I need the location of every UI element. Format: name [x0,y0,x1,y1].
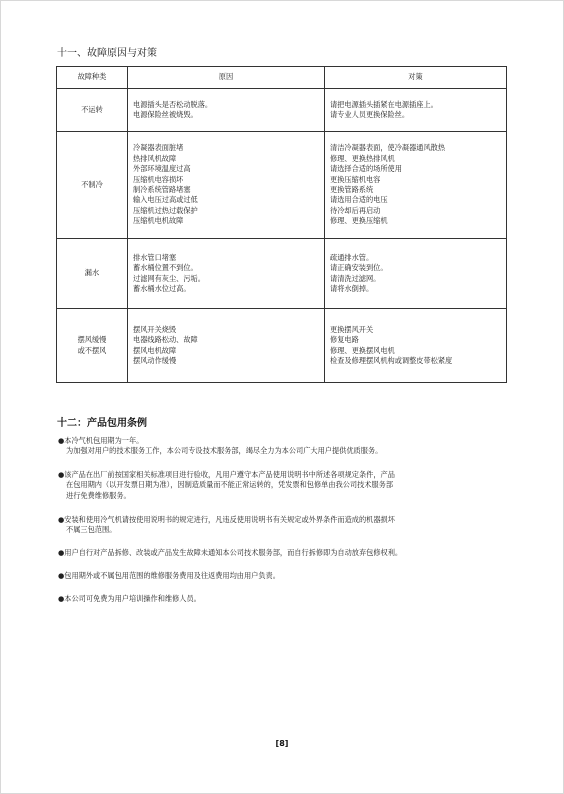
remedy-line: 请专业人员更换保险丝。 [330,110,410,119]
cause-cell [128,309,325,383]
fault-type-cell [57,309,128,383]
remedy-line: 修理、更换摆风电机 [330,345,395,355]
remedy-line: 请正确安装到位。 [330,263,388,273]
fault-table-header [57,67,507,89]
cause-line: 压缩机电容损坏 [133,174,184,184]
cause-line: 排水管口堵塞 [133,252,177,262]
cause-line: 压缩机过热过载保护 [133,205,198,215]
cause-cell [128,239,325,309]
warranty-clause [58,436,382,457]
remedy-line: 清洁冷凝器表面，使冷凝器通风散热 [330,143,446,153]
clause-line: ●本冷气机包用期为一年。 [58,436,144,445]
table-row [57,89,507,132]
clause-line: ●包用期外或不属包用范围的维修服务费用及往返费用均由用户负责。 [58,571,280,580]
fault-type: 不运转 [81,104,103,114]
clause-line: ●该产品在出厂前按国家相关标准项目进行验收，凡用户遵守本产品使用说明书中所述各项规定条件，产品 [58,470,395,479]
remedy-line: 请清洗过滤网。 [330,273,381,283]
remedy-line: 请选用合适的电压 [330,195,388,205]
cause-line: 电源插头是否松动脱落。 [133,99,213,109]
cause-line: 摆风电机故障 [133,345,177,355]
remedy-cell [325,309,507,383]
fault-type: 漏水 [84,268,100,278]
fault-table [56,66,507,383]
section-title-warranty: 十二：产品包用条例 [57,418,147,429]
fault-type: 摆风缓慢 [77,335,107,345]
fault-type: 不制冷 [81,179,103,189]
warranty-clause [58,571,280,581]
cause-line: 压缩机电机故障 [133,216,184,226]
page-number: [8] [275,739,289,748]
remedy-cell [325,132,507,239]
remedy-line: 请选择合适的场所使用 [330,164,402,174]
cause-line: 电源保险丝被烧毁。 [133,110,198,119]
cause-line: 外部环境温度过高 [133,164,191,174]
table-row [57,309,507,383]
cause-line: 电器线路松动、故障 [133,335,198,345]
remedy-cell [325,89,507,132]
remedy-line: 修理、更换压缩机 [330,216,388,226]
clause-line: 为加强对用户的技术服务工作，本公司专设技术服务部，竭尽全力为本公司广大用户提供优质服务。 [66,446,383,456]
clause-line: 不属三包范围。 [66,525,117,535]
table-row [57,132,507,239]
cause-line: 热排风机故障 [133,153,177,163]
header-cause: 原因 [128,67,325,89]
warranty-clause [58,515,395,536]
warranty-clause [58,548,402,558]
fault-type: 或不摆风 [77,345,107,355]
warranty-clause [58,594,201,604]
remedy-line: 检查及修理摆风机构或调整皮带松紧度 [330,355,453,365]
fault-type-cell [57,89,128,132]
header-remedy: 对策 [325,67,507,89]
cause-cell [128,132,325,239]
cause-line: 摆风开关烧毁 [133,324,177,334]
remedy-line: 请将水倒掉。 [330,283,374,293]
fault-type-cell [57,132,128,239]
section-title-faults: 十一、故障原因与对策 [57,48,157,59]
remedy-line: 请把电源插头插紧在电源插座上。 [330,99,438,109]
cause-line: 蓄水桶位置不到位。 [133,263,198,273]
remedy-cell [325,239,507,309]
cause-line: 蓄水桶水位过高。 [133,283,191,293]
cause-line: 输入电压过高或过低 [133,195,198,205]
remedy-line: 修理、更换热排风机 [330,153,395,163]
cause-line: 过滤网有灰尘、污垢。 [133,273,205,283]
cause-cell [128,89,325,132]
clause-line: 在包用期内（以开发票日期为准），因制造质量而不能正常运转的，凭发票和包修单由我公司技术服务部 [66,480,394,490]
fault-type-cell [57,239,128,309]
table-row [57,239,507,309]
clause-line: ●用户自行对产品拆修、改装或产品发生故障未通知本公司技术服务部，而自行拆修即为自动放弃包修权利。 [58,548,403,557]
clause-line: 进行免费维修服务。 [66,490,131,500]
remedy-line: 修复电路 [330,335,359,345]
clause-line: ●本公司可免费为用户培训操作和维修人员。 [58,594,201,603]
remedy-line: 疏通排水管。 [330,252,374,262]
remedy-line: 更换摆风开关 [330,324,374,334]
cause-line: 摆风动作缓慢 [133,355,177,365]
cause-line: 冷凝器表面脏堵 [133,143,184,153]
remedy-line: 更换管路系统 [330,185,374,194]
header-fault-type: 故障种类 [57,67,128,89]
remedy-line: 更换压缩机电容 [330,174,381,184]
warranty-clause [58,470,395,501]
clause-line: ●安装和使用冷气机请按使用说明书的规定进行，凡违反使用说明书有关规定或外界条件而造成的机器损坏 [58,515,395,524]
cause-line: 制冷系统管路堵塞 [133,185,191,194]
remedy-line: 待冷却后再启动 [330,205,381,215]
